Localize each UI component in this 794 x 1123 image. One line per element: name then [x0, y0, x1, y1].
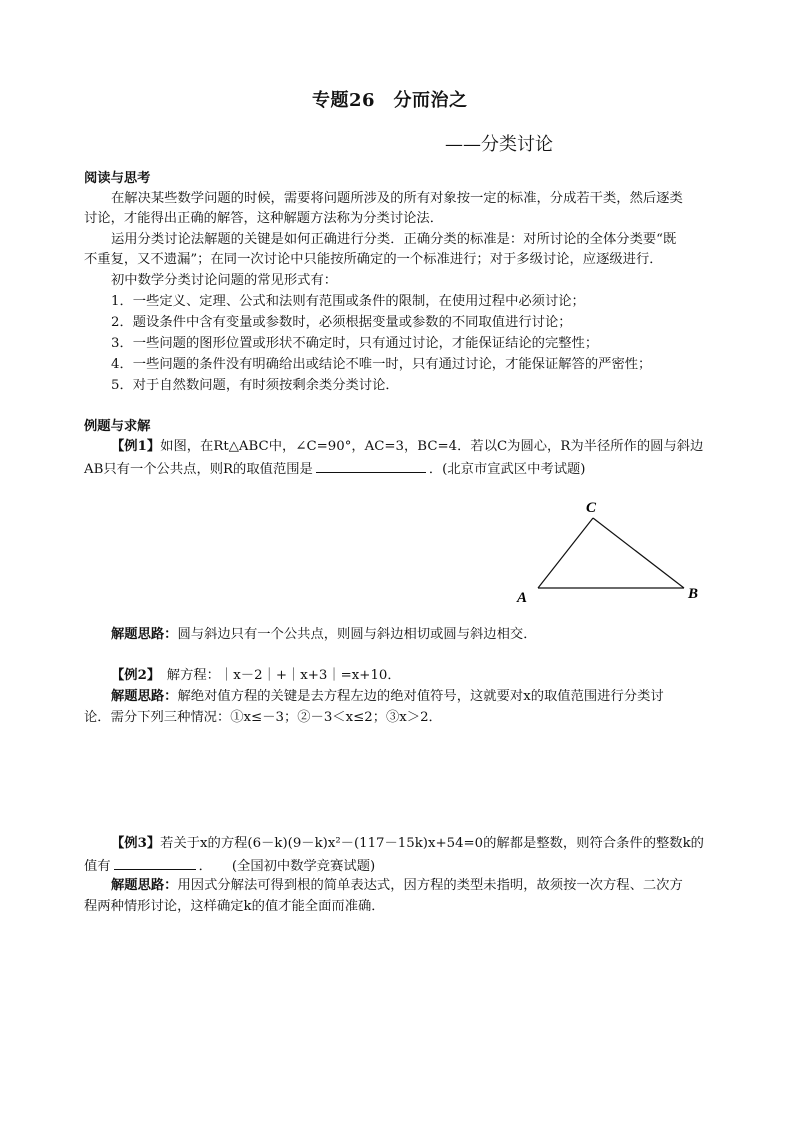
example-1-text-2: AB只有一个公共点，则R的取值范围是 [84, 462, 313, 477]
example-1-line-2 [84, 459, 585, 478]
example-3-text: 若关于x的方程(6－k)(9－k)x²－(117－15k)x+54=0的解都是整数，则符合条件的整数k的 [160, 836, 704, 851]
example-1-text: 如图，在Rt△ABC中，∠C=90°，AC=3，BC=4．若以C为圆心，R为半径所作的圆与斜边 [160, 439, 704, 454]
paragraph-line: 不重复，又不遗漏”；在同一次讨论中只能按所确定的一个标准进行；对于多级讨论，应逐级进行． [84, 252, 663, 267]
example-2-tag: 【例2】 [111, 668, 154, 683]
vertex-label-a: A [517, 590, 528, 606]
answer-blank[interactable] [316, 459, 426, 473]
list-item: 4．一些问题的条件没有明确给出或结论不唯一时，只有通过讨论，才能保证解答的严密性； [111, 357, 652, 372]
triangle-figure [500, 490, 720, 610]
list-item: 5．对于自然数问题，有时须按剩余类分类讨论． [111, 378, 399, 393]
paragraph-line: 运用分类讨论法解题的关键是如何正确进行分类．正确分类的标准是：对所讨论的全体分类要“既 [111, 232, 677, 247]
list-item: 3．一些问题的图形位置或形状不确定时，只有通过讨论，才能保证结论的完整性； [111, 336, 599, 351]
section-heading-reading: 阅读与思考 [84, 171, 151, 186]
hint-text: 解绝对值方程的关键是去方程左边的绝对值符号，这就要对x的取值范围进行分类讨 [177, 689, 664, 704]
hint-label: 解题思路： [111, 627, 178, 642]
example-3-line-1 [111, 835, 704, 852]
example-1-hint [111, 626, 537, 643]
hint-text: 用因式分解法可得到根的简单表达式，因方程的类型未指明，故须按一次方程、二次方 [177, 878, 683, 893]
section-heading-examples: 例题与求解 [84, 419, 151, 434]
vertex-label-c: C [586, 500, 597, 516]
example-3-hint-line-1 [111, 877, 683, 894]
list-item: 1．一些定义、定理、公式和法则有范围或条件的限制，在使用过程中必须讨论； [111, 294, 585, 309]
example-2-hint-line-2: 论．需分下列三种情况：①x≤－3；②－3＜x≤2；③x＞2． [84, 710, 442, 725]
hint-text: 圆与斜边只有一个公共点，则圆与斜边相切或圆与斜边相交． [177, 627, 537, 642]
example-3-source: ． (全国初中数学竞赛试题) [198, 859, 376, 874]
example-1-tag: 【例1】 [111, 439, 161, 454]
page-title: 专题26 分而治之 [312, 90, 468, 111]
side-ac [538, 518, 593, 588]
example-2-text: 解方程：｜x－2｜+｜x+3｜=x+10． [153, 668, 401, 683]
list-item: 2．题设条件中含有变量或参数时，必须根据变量或参数的不同取值进行讨论； [111, 315, 572, 330]
example-3-tag: 【例3】 [111, 836, 161, 851]
example-2-line-1 [111, 667, 401, 684]
example-3-hint-line-2: 程两种情形讨论，这样确定k的值才能全面而准确． [84, 899, 385, 914]
side-bc [593, 518, 684, 588]
example-2-hint-line-1 [111, 688, 664, 705]
example-3-line-2 [84, 856, 375, 875]
page-subtitle: ——分类讨论 [445, 134, 553, 155]
hint-label: 解题思路： [111, 689, 178, 704]
example-1-line-1 [111, 438, 703, 455]
hint-label: 解题思路： [111, 878, 178, 893]
paragraph-line: 初中数学分类讨论问题的常见形式有： [111, 273, 338, 288]
paragraph-line: 在解决某些数学问题的时候，需要将问题所涉及的所有对象按一定的标准，分成若干类，然后逐类 [111, 191, 683, 206]
example-1-source: ．(北京市宣武区中考试题) [428, 462, 586, 477]
answer-blank[interactable] [114, 856, 196, 870]
paragraph-line: 讨论，才能得出正确的解答，这种解题方法称为分类讨论法． [84, 211, 444, 226]
vertex-label-b: B [688, 586, 699, 602]
example-3-text-2: 值有 [84, 859, 111, 874]
